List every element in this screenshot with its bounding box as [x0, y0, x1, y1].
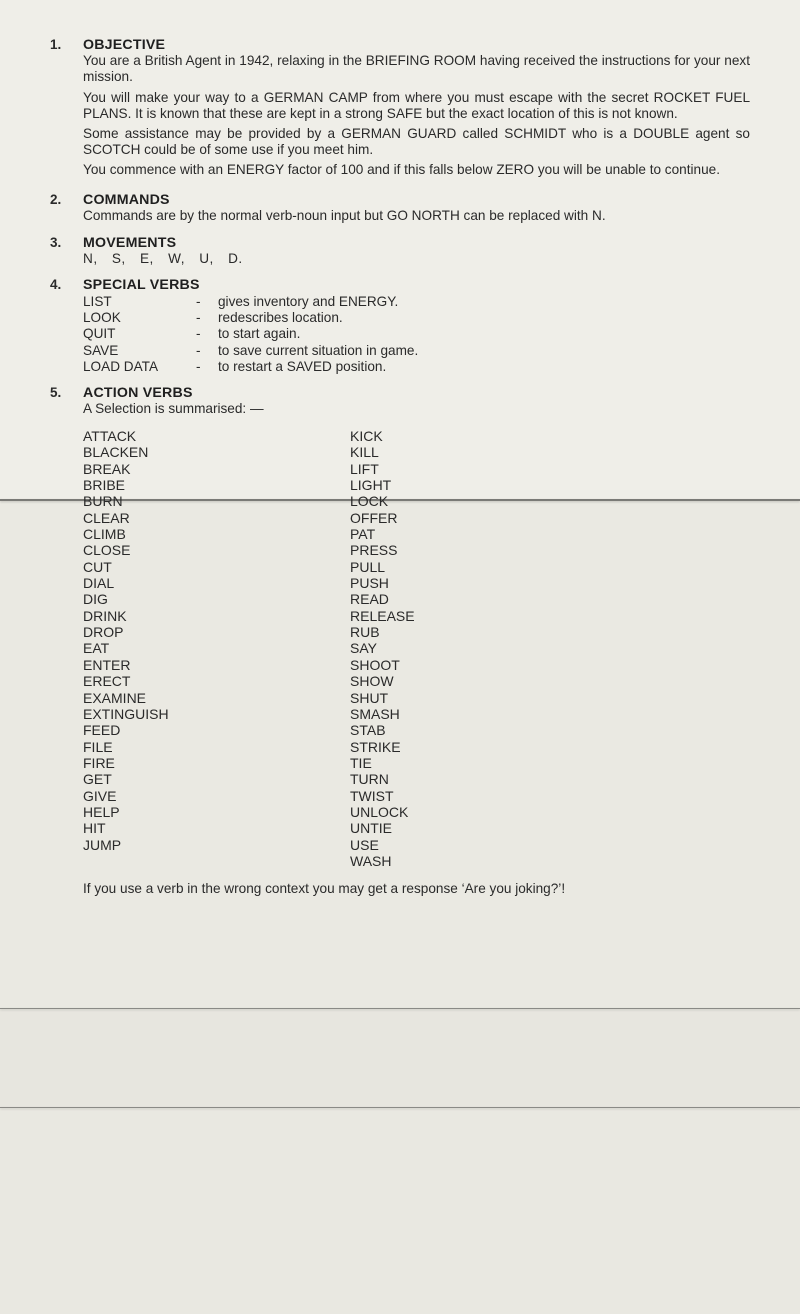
- special-verb-row: [83, 294, 750, 310]
- action-verb-item: BRIBE: [83, 477, 126, 494]
- special-verb-dash: -: [196, 310, 201, 326]
- special-verb-name: SAVE: [83, 342, 119, 358]
- section-commands: [50, 192, 750, 224]
- action-verb-item: LOCK: [350, 493, 389, 510]
- paper-panel-bottom: [0, 1108, 800, 1314]
- fold-line: [0, 1107, 800, 1108]
- action-verb-item: KICK: [350, 428, 383, 444]
- paper-panel-lower: [0, 1009, 800, 1108]
- special-verb-name: LOAD DATA: [83, 359, 159, 375]
- action-verb-item: SAY: [350, 640, 377, 657]
- action-verb-item: PUSH: [350, 575, 389, 592]
- action-verbs-column-2: [350, 428, 550, 869]
- action-verb-item: LIGHT: [350, 477, 392, 494]
- action-verb-item: USE: [350, 836, 379, 853]
- action-verb-item: RELEASE: [350, 607, 415, 624]
- special-verb-row: [83, 326, 750, 342]
- special-verb-row: [83, 343, 750, 359]
- action-verb-item: FIRE: [83, 754, 115, 771]
- action-verb-item: ATTACK: [83, 428, 137, 444]
- section-number: 5.: [50, 384, 62, 400]
- section-number: 4.: [50, 277, 62, 293]
- objective-paragraph: You will make your way to a GERMAN CAMP from where you must escape with the secret ROCKET FUEL PLANS. It is known that these are kept in a strong SAFE but the exact location of this is not known.: [83, 89, 750, 121]
- action-verb-item: HELP: [83, 803, 120, 820]
- action-verbs-intro: A Selection is summarised: —: [83, 400, 264, 416]
- action-verb-item: DROP: [83, 624, 124, 641]
- action-verb-item: SMASH: [350, 705, 400, 722]
- action-verb-item: BREAK: [83, 460, 131, 477]
- section-heading: SPECIAL VERBS: [83, 277, 200, 294]
- action-verb-item: ERECT: [83, 673, 131, 690]
- action-verb-item: GIVE: [83, 787, 117, 804]
- movements-text: N, S, E, W, U, D.: [83, 251, 243, 267]
- special-verb-name: LIST: [83, 293, 112, 309]
- action-verbs-list: [83, 428, 750, 869]
- section-number: 1.: [50, 37, 62, 52]
- action-verb-item: CUT: [83, 558, 112, 575]
- action-verb-item: DRINK: [83, 607, 127, 624]
- action-verb-item: RUB: [350, 624, 380, 641]
- section-heading: ACTION VERBS: [83, 384, 193, 401]
- action-verb-item: STRIKE: [350, 738, 401, 755]
- special-verb-description: gives inventory and ENERGY.: [218, 293, 399, 309]
- special-verb-name: QUIT: [83, 326, 116, 342]
- action-verb-item: EAT: [83, 640, 110, 657]
- action-verb-item: EXAMINE: [83, 689, 147, 706]
- special-verb-description: to start again.: [218, 326, 301, 342]
- action-verb-item: UNTIE: [350, 820, 392, 837]
- action-verb-item: HIT: [83, 820, 106, 837]
- action-verb-item: BURN: [83, 493, 123, 510]
- section-heading: COMMANDS: [83, 191, 170, 208]
- special-verb-row: [83, 310, 750, 326]
- special-verb-row: [83, 359, 750, 375]
- action-verb-item: PRESS: [350, 542, 398, 559]
- objective-paragraph: You are a British Agent in 1942, relaxing in the BRIEFING ROOM having received the instructions for your next mission.: [83, 53, 750, 85]
- objective-paragraph: You commence with an ENERGY factor of 100 and if this falls below ZERO you will be unable to continue.: [83, 162, 720, 178]
- action-verb-item: STAB: [350, 722, 386, 739]
- action-verb-item: TURN: [350, 771, 389, 788]
- instructions-document: [50, 37, 750, 897]
- objective-paragraph: Some assistance may be provided by a GERMAN GUARD called SCHMIDT who is a DOUBLE agent so SCOTCH could be of some use if you meet him.: [83, 126, 750, 158]
- action-verb-item: DIG: [83, 591, 108, 608]
- action-verb-item: READ: [350, 591, 389, 608]
- action-verb-item: WASH: [350, 852, 392, 869]
- action-verbs-note: If you use a verb in the wrong context you may get a response ‘Are you joking?’!: [83, 881, 566, 897]
- action-verb-item: PULL: [350, 558, 386, 575]
- action-verbs-column-1: [83, 428, 350, 869]
- section-heading: MOVEMENTS: [83, 235, 177, 252]
- fold-line: [0, 1008, 800, 1009]
- section-number: 2.: [50, 191, 62, 207]
- action-verb-item: LIFT: [350, 460, 379, 477]
- section-number: 3.: [50, 235, 62, 251]
- special-verb-description: to restart a SAVED position.: [218, 359, 387, 375]
- section-heading: OBJECTIVE: [83, 37, 166, 53]
- action-verb-item: CLIMB: [83, 526, 126, 543]
- action-verb-item: BLACKEN: [83, 444, 149, 461]
- special-verb-description: to save current situation in game.: [218, 342, 419, 358]
- action-verb-item: JUMP: [83, 836, 122, 853]
- action-verb-item: FILE: [83, 738, 113, 755]
- action-verb-item: UNLOCK: [350, 803, 409, 820]
- action-verb-item: DIAL: [83, 575, 115, 592]
- section-action-verbs: [50, 385, 750, 898]
- special-verb-dash: -: [196, 293, 201, 309]
- action-verb-item: CLOSE: [83, 542, 131, 559]
- action-verb-item: TIE: [350, 754, 372, 771]
- action-verb-item: SHOW: [350, 673, 394, 690]
- section-special-verbs: [50, 277, 750, 375]
- special-verb-dash: -: [196, 326, 201, 342]
- section-objective: [50, 37, 750, 179]
- action-verb-item: FEED: [83, 722, 121, 739]
- action-verb-item: TWIST: [350, 787, 394, 804]
- special-verb-dash: -: [196, 342, 201, 358]
- action-verb-item: SHUT: [350, 689, 389, 706]
- action-verb-item: KILL: [350, 444, 379, 461]
- section-movements: [50, 235, 750, 267]
- special-verb-description: redescribes location.: [218, 310, 343, 326]
- action-verb-item: OFFER: [350, 509, 398, 526]
- action-verb-item: SHOOT: [350, 656, 400, 673]
- commands-text: Commands are by the normal verb-noun input but GO NORTH can be replaced with N.: [83, 207, 606, 223]
- action-verb-item: GET: [83, 771, 112, 788]
- action-verb-item: PAT: [350, 526, 376, 543]
- action-verb-item: CLEAR: [83, 509, 130, 526]
- action-verb-item: EXTINGUISH: [83, 705, 169, 722]
- action-verb-item: ENTER: [83, 656, 131, 673]
- special-verb-name: LOOK: [83, 310, 121, 326]
- special-verb-dash: -: [196, 359, 201, 375]
